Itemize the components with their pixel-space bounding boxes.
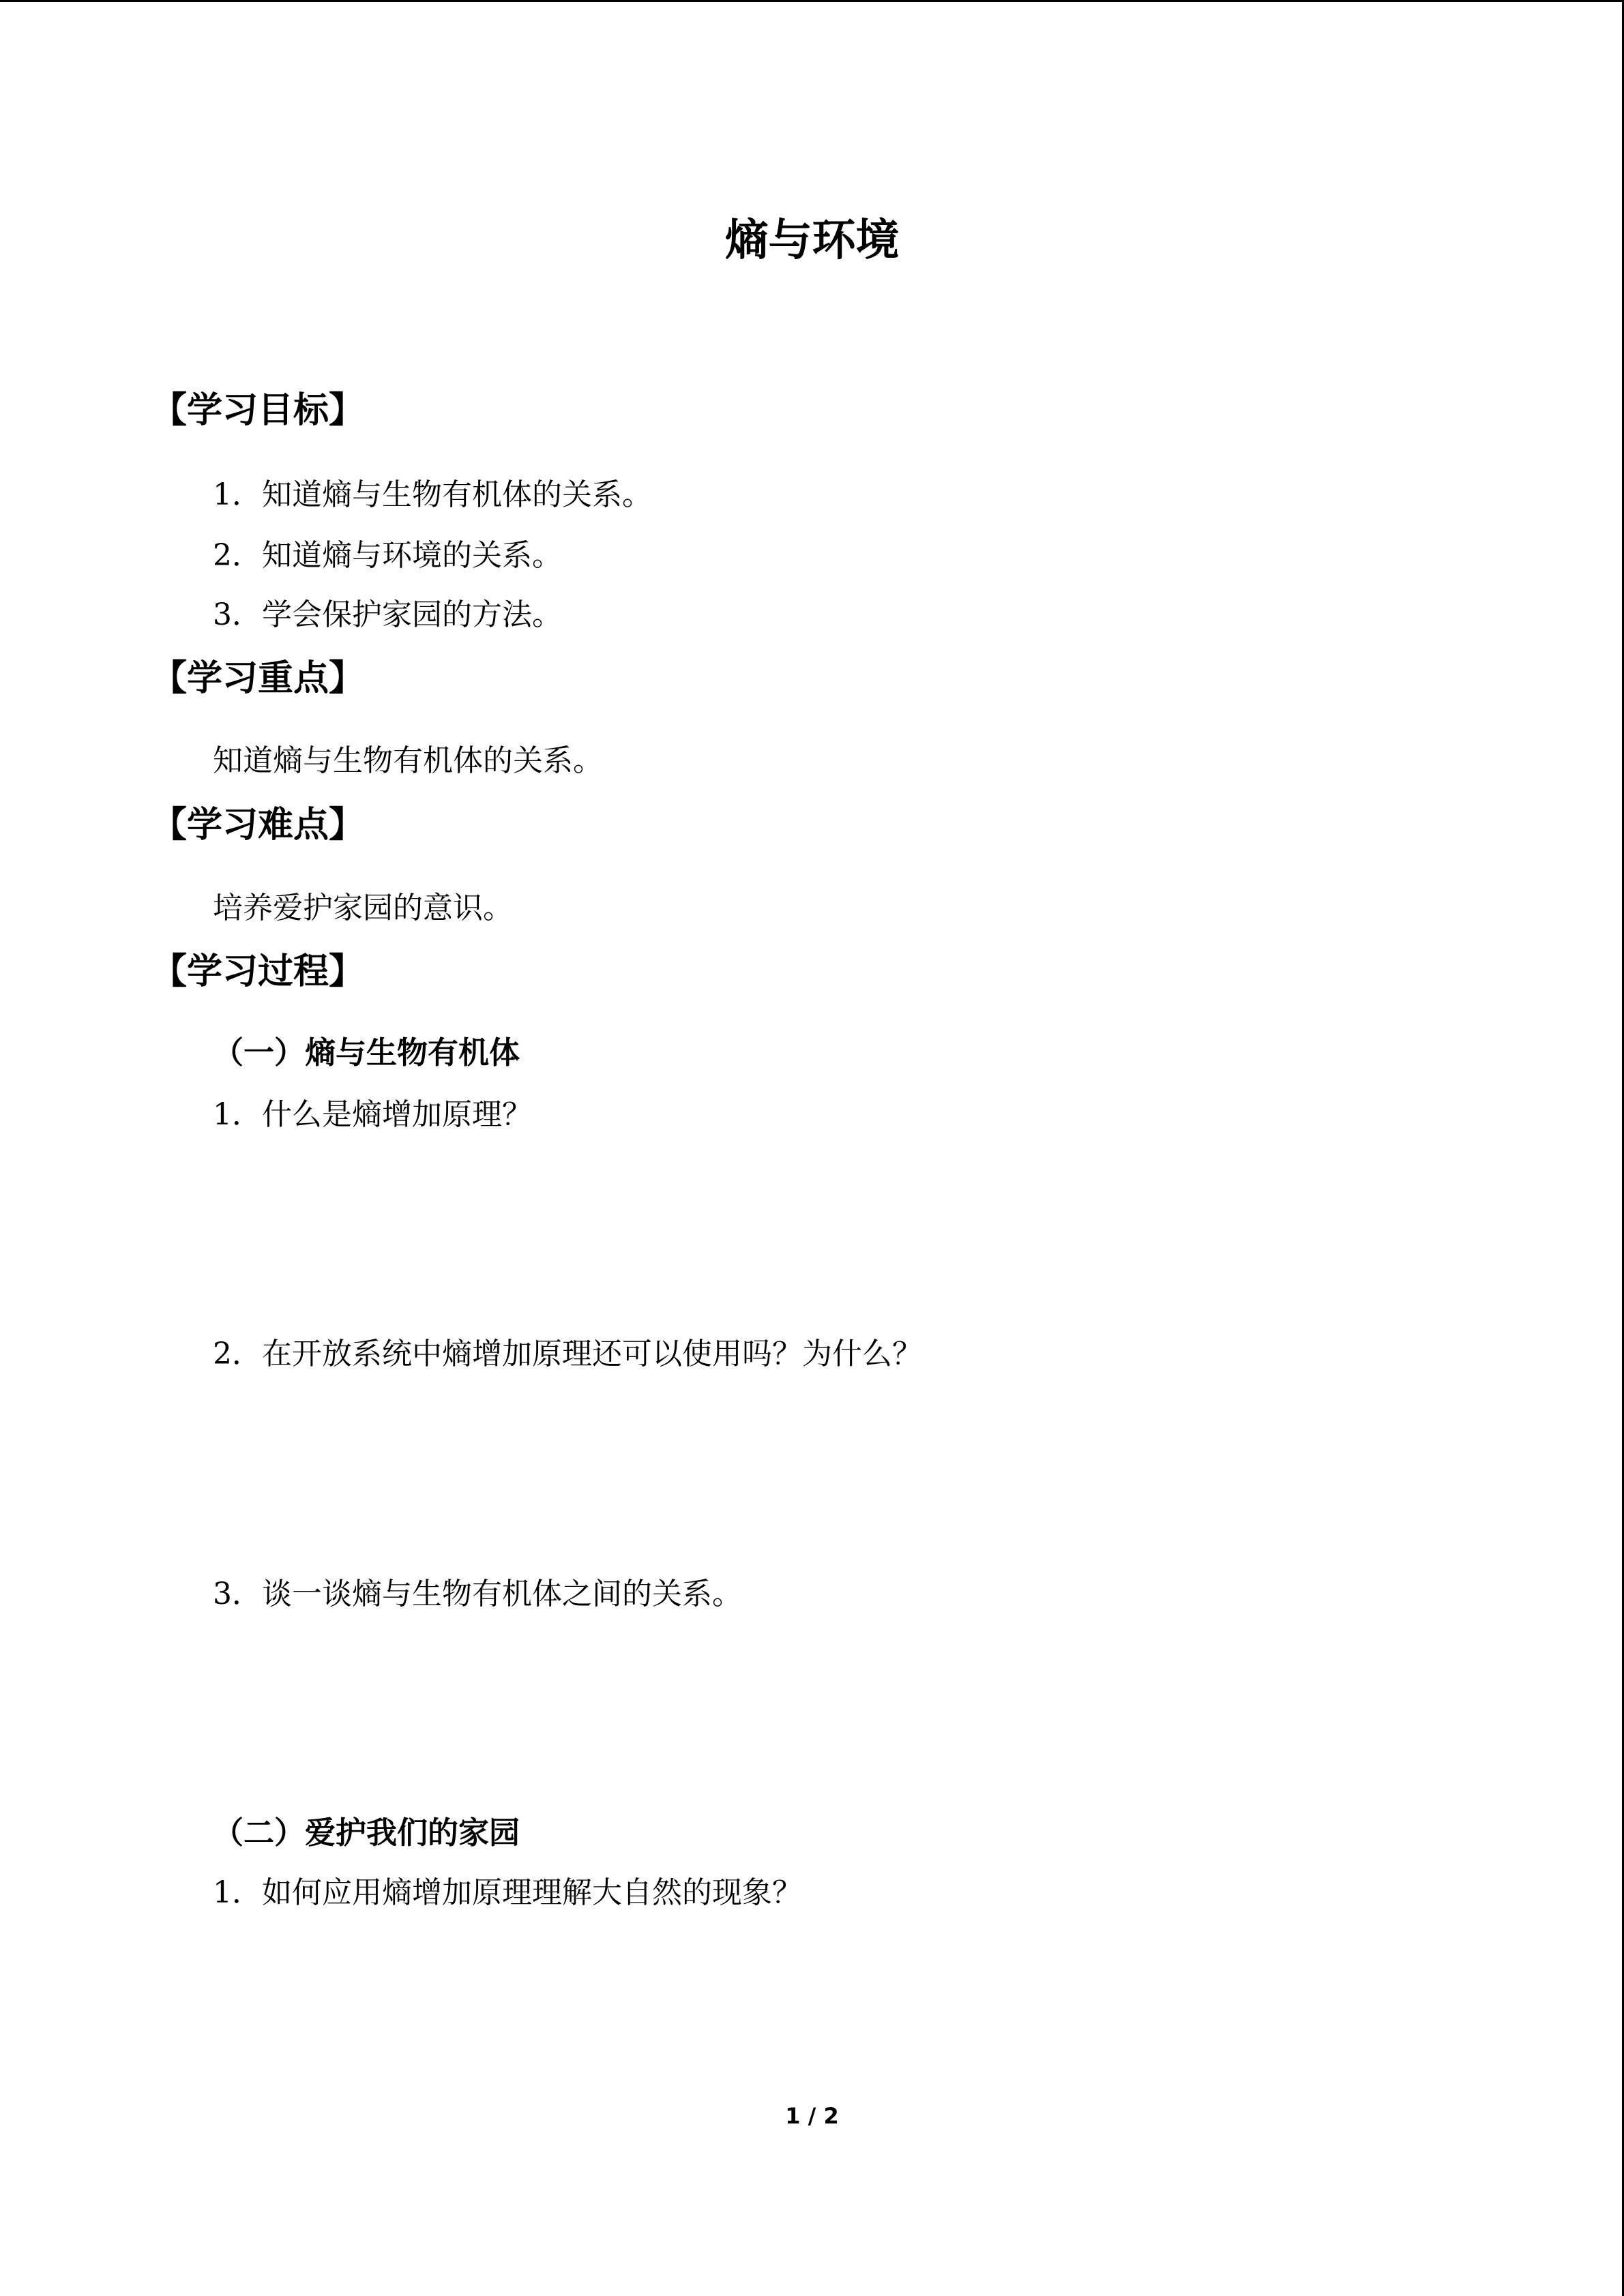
question-item (213, 1574, 742, 1615)
item-number: 1． (213, 1875, 262, 1910)
section-heading-key-points: 【学习重点】 (151, 658, 365, 699)
item-text: 什么是熵增加原理？ (262, 1097, 532, 1132)
section-heading-objectives: 【学习目标】 (151, 390, 365, 431)
item-number: 3． (213, 1577, 262, 1611)
item-number: 2． (213, 538, 262, 573)
document-title: 熵与环境 (724, 215, 900, 266)
question-item (213, 1094, 532, 1135)
objective-item (213, 535, 562, 576)
difficulties-text: 培养爱护家园的意识。 (213, 891, 513, 925)
page-number: 1 / 2 (785, 2103, 839, 2129)
item-text: 谈一谈熵与生物有机体之间的关系。 (262, 1577, 742, 1611)
objective-item (213, 595, 562, 636)
section-heading-process: 【学习过程】 (151, 951, 365, 992)
item-number: 1． (213, 477, 262, 512)
question-item (213, 1334, 922, 1375)
item-text: 在开放系统中熵增加原理还可以使用吗？为什么？ (262, 1337, 922, 1371)
item-text: 学会保护家园的方法。 (262, 597, 562, 632)
subsection-heading-part2: （二）爱护我们的家园 (213, 1815, 520, 1851)
section-heading-difficulties: 【学习难点】 (151, 805, 365, 846)
item-number: 1． (213, 1097, 262, 1132)
item-number: 3． (213, 597, 262, 632)
objective-item (213, 475, 652, 516)
item-text: 如何应用熵增加原理理解大自然的现象？ (262, 1875, 802, 1910)
item-number: 2． (213, 1337, 262, 1371)
key-points-text: 知道熵与生物有机体的关系。 (213, 743, 603, 778)
question-item (213, 1873, 802, 1913)
subsection-heading-part1: （一）熵与生物有机体 (213, 1034, 520, 1071)
item-text: 知道熵与环境的关系。 (262, 538, 562, 573)
item-text: 知道熵与生物有机体的关系。 (262, 477, 652, 512)
